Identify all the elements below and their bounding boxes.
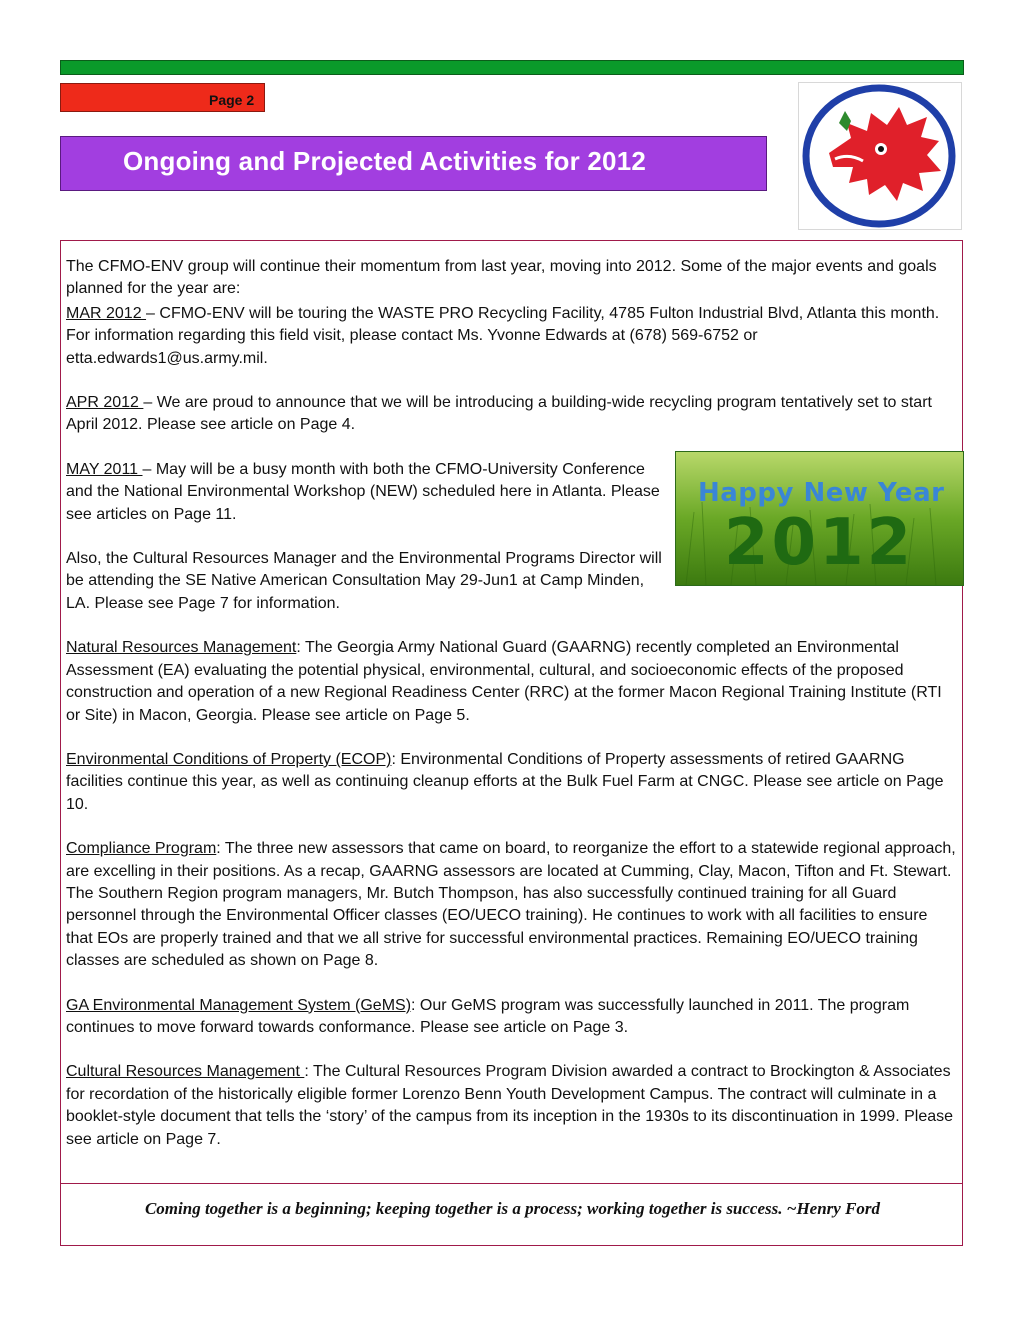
program-paragraph: Environmental Conditions of Property (ECOP): Environmental Conditions of Property assessments of retired GAARNG facilities continue this year, as well as continuing cleanup efforts at the Bulk Fuel Farm at CNGC. Please see article on Page 10. — [66, 750, 944, 813]
program-label: GA Environmental Management System (GeMS) — [66, 996, 412, 1014]
red-dragon-emblem-icon — [799, 83, 961, 229]
program-paragraph: GA Environmental Management System (GeMS): Our GeMS program was successfully launched in 2011. The program continues to move forward towards conformance. Please see article on Page 3. — [66, 996, 910, 1036]
program-text: Our GeMS program was successfully launched in 2011. The program continues to move forward towards conformance. Please see article on Page 3. — [66, 996, 910, 1036]
program-paragraph: Cultural Resources Management : The Cultural Resources Program Division awarded a contract to Brockington & Associates for recordation of the historically eligible former Lorenzo Benn Youth Development Campus. The contract will culminate in a booklet-style document that tells the ‘story’ of the campus from its inception in the 1930s to its discontinuation in 1999. Please see article on Page 7. — [66, 1063, 954, 1148]
article-box — [60, 240, 963, 1246]
quote-divider — [61, 1183, 962, 1184]
list-item: APR 2012 – We are proud to announce that we will be introducing a building-wide recycling program tentatively set to start April 2012. Please see article on Page 4. — [66, 394, 932, 434]
list-item: MAR 2012 – CFMO-ENV will be touring the WASTE PRO Recycling Facility, 4785 Fulton Industrial Blvd, Atlanta this month. For information regarding this field visit, please contact Ms. Yvonne Edwards at (678) 569-6752 or etta.edwards1@us.army.mil. — [66, 304, 940, 367]
program-label: Environmental Conditions of Property (ECOP) — [66, 750, 392, 768]
happy-new-year-image — [675, 451, 964, 586]
logo-frame — [798, 82, 962, 230]
banner-line1: Happy New Year — [698, 477, 945, 508]
title-banner — [60, 136, 767, 191]
footer-quote: Coming together is a beginning; keeping together is a process; working together is success. ~Henry Ford — [144, 1199, 881, 1218]
item-date-label: APR 2012 — [66, 394, 144, 412]
program-label: Cultural Resources Management — [66, 1063, 305, 1081]
item-date-label: MAY 2011 — [66, 460, 143, 478]
item-text: CFMO-ENV will be touring the WASTE PRO Recycling Facility, 4785 Fulton Industrial Blvd, Atlanta this month. For information regarding this field visit, please contact Ms. Yvonne Edwards at (678) 569-6752 or etta.edwards1@us.army.mil. — [66, 304, 940, 367]
program-label: Natural Resources Management — [66, 639, 297, 657]
article-content — [66, 256, 958, 1173]
page-number-box — [60, 83, 265, 112]
item-text: We are proud to announce that we will be introducing a building-wide recycling program tentatively set to start April 2012. Please see article on Page 4. — [66, 394, 932, 434]
page-title: Ongoing and Projected Activities for 2012 — [123, 146, 647, 176]
page-number: Page 2 — [209, 92, 255, 108]
program-text: Environmental Conditions of Property assessments of retired GAARNG facilities continue this year, as well as continuing cleanup efforts at the Bulk Fuel Farm at CNGC. Please see article on Page 10. — [66, 750, 944, 813]
item-text: May will be a busy month with both the CFMO-University Conference and the National Environmental Workshop (NEW) scheduled here in Atlanta. Please see articles on Page 11. — [66, 460, 660, 523]
list-item: MAY 2011 – May will be a busy month with both the CFMO-University Conference and the National Environmental Workshop (NEW) scheduled here in Atlanta. Please see articles on Page 11. — [66, 460, 660, 523]
program-paragraph: Compliance Program: The three new assessors that came on board, to reorganize the effort to a statewide regional approach, are excelling in their positions. As a recap, GAARNG assessors are located at Cumming, Clay, Macon, Tifton and Ft. Stewart. The Southern Region program managers, Mr. Butch Thompson, has also successfully continued training for all Guard personnel through the Environmental Officer classes (EO/UECO training). He continues to work with all facilities to ensure that EOs are properly trained and that we all strive for successful environmental practices. Remaining EO/UECO training classes are scheduled as shown on Page 8. — [66, 840, 956, 970]
item-date-label: MAR 2012 — [66, 304, 147, 322]
program-text: The Cultural Resources Program Division awarded a contract to Brockington & Associates for recordation of the historically eligible former Lorenzo Benn Youth Development Campus. The contract will culminate in a booklet-style document that tells the ‘story’ of the campus from its inception in the 1930s to its discontinuation in 1999. Please see article on Page 7. — [66, 1063, 954, 1148]
header-green-bar — [60, 60, 964, 75]
banner-line2: 2012 — [724, 505, 915, 580]
intro-paragraph: The CFMO-ENV group will continue their momentum from last year, moving into 2012. Some of the major events and goals planned for the year are: — [66, 258, 937, 298]
program-text: The three new assessors that came on board, to reorganize the effort to a statewide regional approach, are excelling in their positions. As a recap, GAARNG assessors are located at Cumming, Clay, Macon, Tifton and Ft. Stewart. The Southern Region program managers, Mr. Butch Thompson, has also successfully continued training for all Guard personnel through the Environmental Officer classes (EO/UECO training). He continues to work with all facilities to ensure that EOs are properly trained and that we all strive for successful environmental practices. Remaining EO/UECO training classes are scheduled as shown on Page 8. — [66, 840, 956, 970]
also-paragraph: Also, the Cultural Resources Manager and the Environmental Programs Director will be attending the SE Native American Consultation May 29-Jun1 at Camp Minden, LA. Please see Page 7 for information. — [66, 550, 662, 612]
program-paragraph: Natural Resources Management: The Georgia Army National Guard (GAARNG) recently completed an Environmental Assessment (EA) evaluating the potential physical, environmental, cultural, and socioeconomic effects of the proposed construction and operation of a new Regional Readiness Center (RRC) at the former Macon Regional Training Institute (RTI or Site) in Macon, Georgia. Please see article on Page 5. — [66, 639, 942, 724]
program-text: The Georgia Army National Guard (GAARNG) recently completed an Environmental Assessment (EA) evaluating the potential physical, environmental, cultural, and socioeconomic effects of the proposed construction and operation of a new Regional Readiness Center (RRC) at the former Macon Regional Training Institute (RTI or Site) in Macon, Georgia. Please see article on Page 5. — [66, 639, 942, 724]
program-label: Compliance Program — [66, 840, 217, 858]
